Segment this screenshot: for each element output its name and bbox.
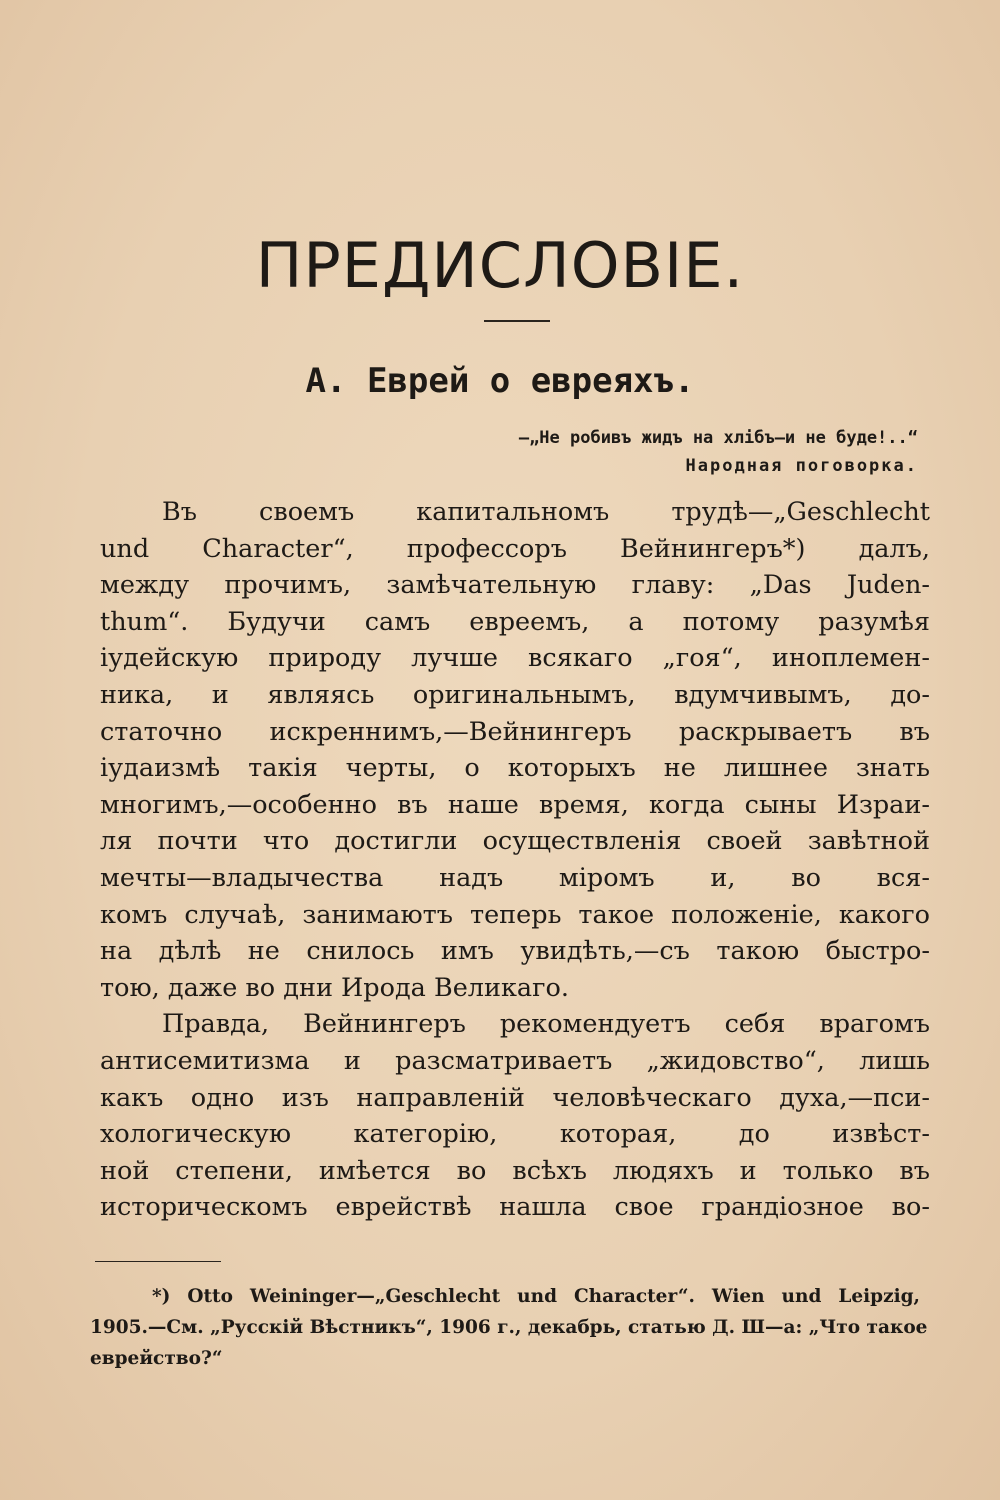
page-title: ПРЕДИСЛОВІЕ.	[255, 229, 745, 302]
footnote-line: еврейство?“	[90, 1348, 223, 1369]
text-line: хологическую категорію, которая, до извѣст-	[100, 1119, 930, 1150]
text-line: между прочимъ, замѣчательную главу: „Das Juden-	[100, 570, 930, 601]
epigraph-quote: —„Не робивъ жидъ на хлібъ—и не буде!..“	[518, 428, 918, 448]
section-heading: А. Еврей о евреяхъ.	[305, 361, 695, 401]
text-line: ника, и являясь оригинальнымъ, вдумчивымъ, до-	[100, 679, 930, 710]
text-line: Въ своемъ капитальномъ трудѣ—„Geschlecht	[162, 497, 930, 527]
title-divider	[484, 320, 550, 322]
text-line: на дѣлѣ не снилось имъ увидѣть,—съ такою быстро-	[100, 936, 930, 967]
footnote	[90, 1281, 928, 1374]
text-line: тою, даже во дни Ирода Великаго.	[100, 972, 569, 1003]
text-line: іудейскую природу лучше всякаго „гоя“, иноплемен-	[100, 643, 930, 674]
footnote-divider	[95, 1261, 221, 1262]
body-text	[100, 494, 930, 1226]
footnote-line: *) Otto Weininger—„Geschlecht und Character“. Wien und Leipzig,	[152, 1286, 920, 1307]
text-line: Правда, Вейнингеръ рекомендуетъ себя врагомъ	[162, 1009, 930, 1040]
epigraph	[519, 424, 918, 480]
footnote-line: 1905.—См. „Русскій Вѣстникъ“, 1906 г., декабрь, статью Д. Ш—а: „Что такое	[90, 1317, 928, 1338]
text-line: ной степени, имѣется во всѣхъ людяхъ и только въ	[100, 1155, 930, 1186]
text-line: und Character“, профессоръ Вейнингеръ*) далъ,	[100, 533, 930, 564]
epigraph-source: Народная поговорка.	[685, 456, 918, 476]
text-line: іудаизмѣ такія черты, о которыхъ не лишнее знать	[100, 753, 930, 784]
text-line: комъ случаѣ, занимаютъ теперь такое положеніе, какого	[100, 899, 930, 930]
text-line: статочно искреннимъ,—Вейнингеръ раскрываетъ въ	[100, 716, 930, 747]
text-line: историческомъ еврействѣ нашла свое грандіозное во-	[100, 1192, 930, 1223]
text-line: многимъ,—особенно въ наше время, когда сыны Израи-	[100, 789, 930, 820]
text-line: мечты—владычества надъ міромъ и, во вся-	[100, 862, 930, 893]
text-line: thum“. Будучи самъ евреемъ, а потому разумѣя	[100, 606, 930, 637]
text-line: какъ одно изъ направленій человѣческаго духа,—пси-	[100, 1082, 930, 1113]
text-line: антисемитизма и разсматриваетъ „жидовство“, лишь	[100, 1045, 930, 1076]
text-line: ля почти что достигли осуществленія своей завѣтной	[100, 826, 930, 857]
